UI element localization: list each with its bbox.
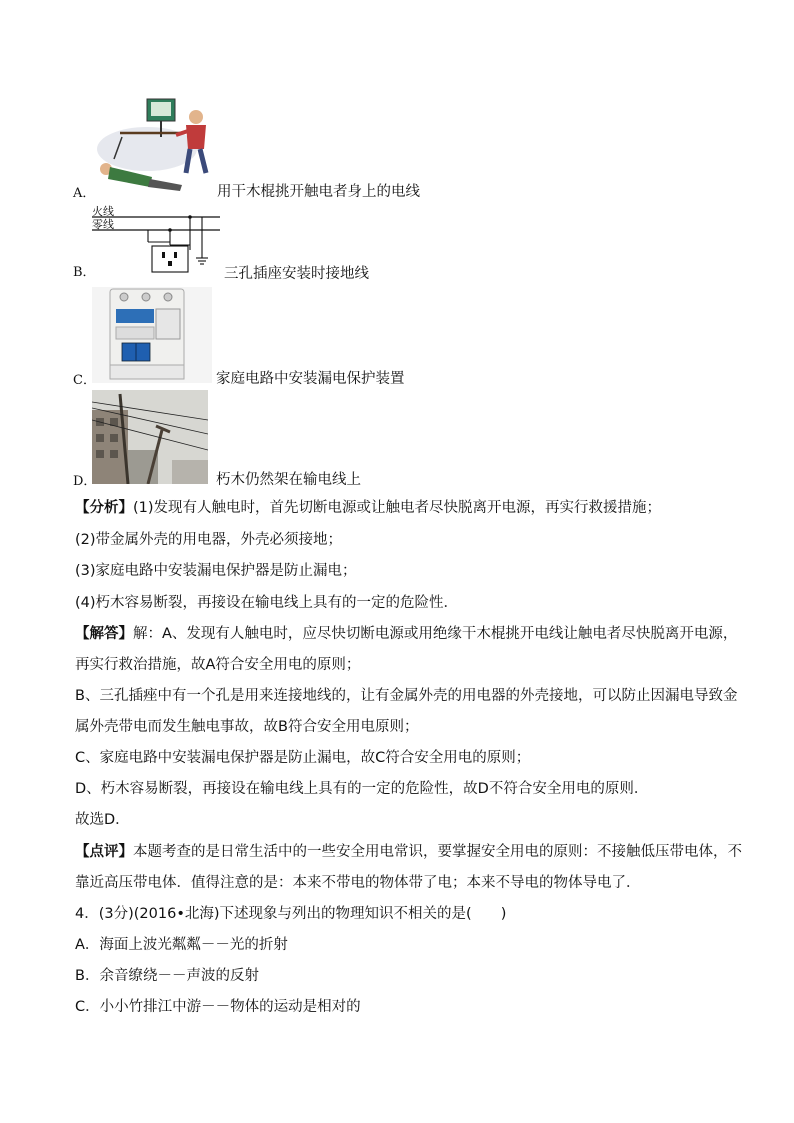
solution-line-1: 【解答】解：A、发现有人触电时，应尽快切断电源或用绝缘干木棍挑开电线让触电者尽快脱离开电源， [75,626,738,642]
solution-line-3: B、三孔插痤中有一个孔是用来连接地线的，让有金属外壳的用电器的外壳接地，可以防止因漏电导致金 [75,688,738,704]
question-4-stem: 4．(3分)(2016•北海)下述现象与列出的物理知识不相关的是( ) [75,906,507,922]
question-4-option-c: C．小小竹排江中游－－物体的运动是相对的 [75,999,361,1015]
option-b-caption: 三孔插座安装时接地线 [224,266,369,282]
analysis-line-2: (2)带金属外壳的用电器，外壳必须接地； [75,532,343,548]
neutral-wire-label: 零线 [92,218,114,231]
analysis-line-3: (3)家庭电路中安装漏电保护器是防止漏电； [75,563,357,579]
leakage-breaker-photo [92,287,212,383]
option-c-letter: C． [73,373,96,388]
comment-line-1: 【点评】本题考查的是日常生活中的一些安全用电常识，要掌握安全用电的原则：不接触低压带电体，不 [75,844,742,860]
option-d-letter: D． [73,474,97,489]
question-4-option-b: B．余音缭绕－－声波的反射 [75,968,259,984]
comment-line-2: 靠近高压带电体．值得注意的是：本来不带电的物体带了电；本来不导电的物体导电了． [75,875,641,891]
solution-line-7: 故选D． [75,812,130,828]
option-a-letter: A． [73,186,96,201]
live-wire-label: 火线 [92,205,114,218]
option-d-caption: 朽木仍然架在输电线上 [216,472,361,488]
option-b-letter: B． [73,265,96,280]
analysis-line-4: (4)朽木容易断裂，再接设在输电线上具有的一定的危险性． [75,595,459,611]
analysis-tag: 【分析】 [75,500,133,516]
analysis-line-1: 【分析】(1)发现有人触电时，首先切断电源或让触电者尽快脱离开电源，再实行救援措施； [75,500,662,516]
solution-line-4: 属外壳带电而发生触电事故，故B符合安全用电原则； [75,719,419,735]
power-pole-photo [92,390,208,484]
solution-line-2: 再实行救治措施，故A符合安全用电的原则； [75,657,361,673]
solution-line-5: C、家庭电路中安装漏电保护器是防止漏电，故C符合安全用电的原则； [75,750,531,766]
rescue-illustration [92,97,217,193]
socket-wiring-diagram [92,200,220,278]
solution-tag: 【解答】 [75,626,133,642]
question-4-option-a: A．海面上波光粼粼－－光的折射 [75,937,288,953]
option-a-caption: 用干木棍挑开触电者身上的电线 [217,184,420,200]
solution-line-6: D、朽木容易断裂，再接设在输电线上具有的一定的危险性，故D不符合安全用电的原则． [75,781,649,797]
option-c-caption: 家庭电路中安装漏电保护装置 [216,371,405,387]
comment-tag: 【点评】 [75,844,133,860]
